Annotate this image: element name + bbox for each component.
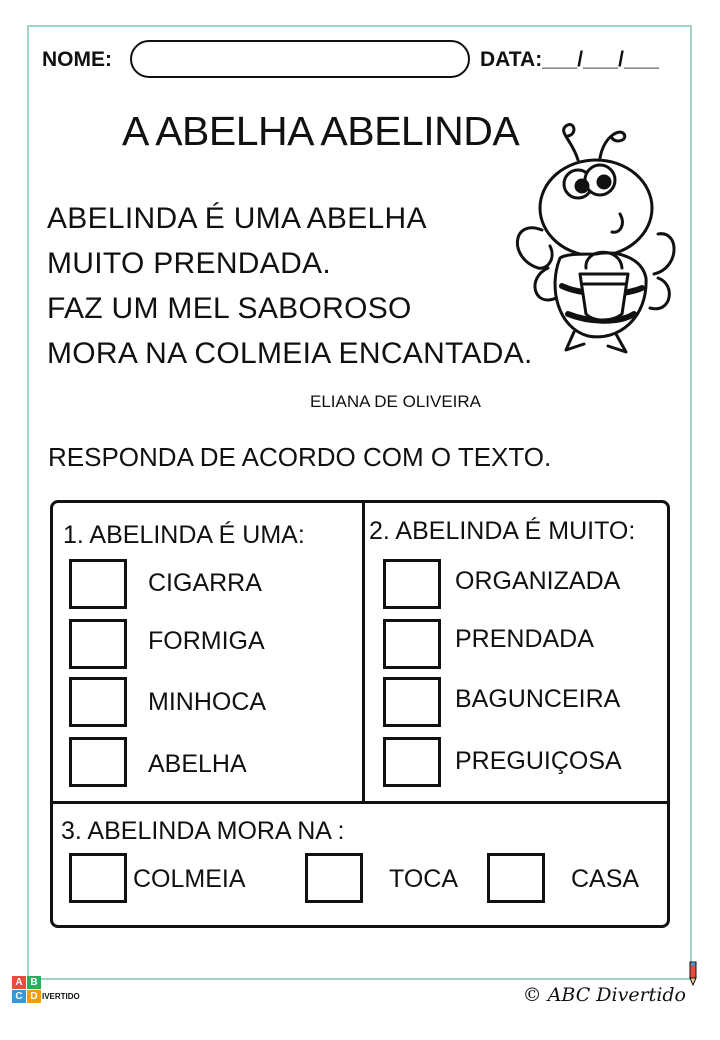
- abc-divertido-logo: [12, 976, 82, 1006]
- column-divider: [362, 503, 365, 803]
- date-field[interactable]: DATA:___/___/___: [480, 48, 659, 71]
- checkbox-q2-option-4[interactable]: [383, 737, 441, 787]
- q1-option-label: FORMIGA: [148, 627, 265, 655]
- q2-option-label: ORGANIZADA: [455, 567, 621, 595]
- question-1-heading: 1. ABELINDA É UMA:: [63, 521, 305, 549]
- q3-option-label: TOCA: [389, 865, 458, 893]
- q1-option-label: CIGARRA: [148, 569, 262, 597]
- poem-line: MORA NA COLMEIA ENCANTADA.: [47, 337, 533, 370]
- q2-option-label: PREGUIÇOSA: [455, 747, 622, 775]
- instruction: RESPONDA DE ACORDO COM O TEXTO.: [48, 442, 552, 472]
- poem-line: FAZ UM MEL SABOROSO: [47, 292, 412, 325]
- logo-text: IVERTIDO: [42, 992, 80, 1001]
- bee-illustration: [508, 118, 678, 358]
- question-2-heading: 2. ABELINDA É MUITO:: [369, 517, 636, 545]
- checkbox-q2-option-1[interactable]: [383, 559, 441, 609]
- questions-grid: [50, 500, 670, 928]
- q1-option-label: MINHOCA: [148, 688, 267, 716]
- row-divider: [53, 801, 667, 804]
- question-3-heading: 3. ABELINDA MORA NA :: [61, 817, 345, 845]
- poem-line: MUITO PRENDADA.: [47, 247, 331, 280]
- logo-letter: B: [27, 976, 41, 989]
- checkbox-q3-option-1[interactable]: [69, 853, 127, 903]
- copyright: © ABC Divertido: [522, 984, 686, 1006]
- checkbox-q3-option-2[interactable]: [305, 853, 363, 903]
- checkbox-q1-option-3[interactable]: [69, 677, 127, 727]
- q1-option-label: ABELHA: [148, 750, 247, 778]
- header: [42, 40, 682, 80]
- q2-option-label: PRENDADA: [455, 625, 594, 653]
- poem-author: ELIANA DE OLIVEIRA: [310, 392, 482, 411]
- name-label: NOME:: [42, 48, 112, 71]
- name-field[interactable]: [130, 40, 470, 78]
- checkbox-q2-option-2[interactable]: [383, 619, 441, 669]
- page-title: A ABELHA ABELINDA: [122, 108, 520, 154]
- poem-line: ABELINDA É UMA ABELHA: [47, 202, 427, 235]
- logo-letter: C: [12, 990, 26, 1003]
- logo-letter: A: [12, 976, 26, 989]
- checkbox-q1-option-1[interactable]: [69, 559, 127, 609]
- checkbox-q2-option-3[interactable]: [383, 677, 441, 727]
- pencil-icon: [687, 960, 699, 986]
- logo-letter: D: [27, 990, 41, 1003]
- checkbox-q1-option-4[interactable]: [69, 737, 127, 787]
- poem: [47, 196, 533, 376]
- checkbox-q1-option-2[interactable]: [69, 619, 127, 669]
- checkbox-q3-option-3[interactable]: [487, 853, 545, 903]
- q3-option-label: COLMEIA: [133, 865, 246, 893]
- q3-option-label: CASA: [571, 865, 640, 893]
- q2-option-label: BAGUNCEIRA: [455, 685, 621, 713]
